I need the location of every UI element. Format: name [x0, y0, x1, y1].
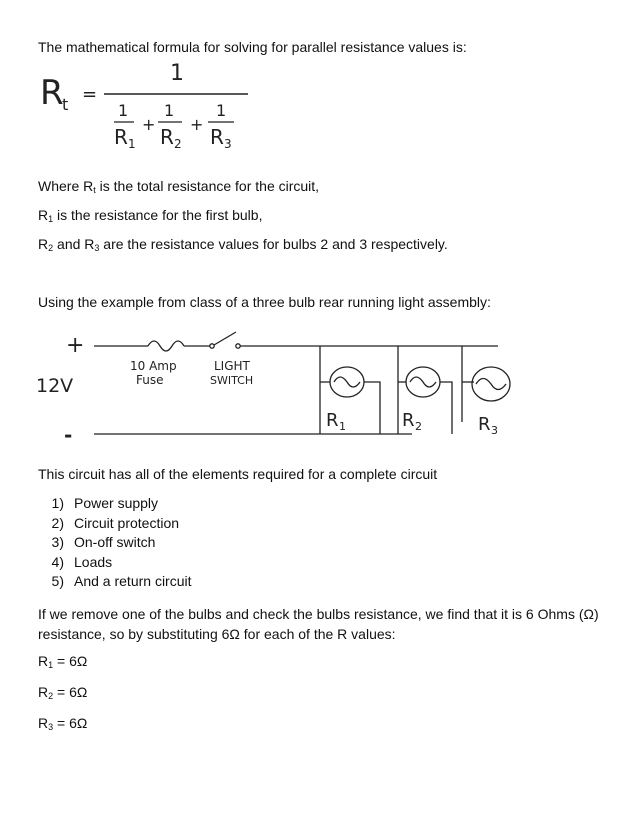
definition-rt	[38, 177, 319, 195]
value-r2	[38, 683, 87, 701]
list-item-text: Circuit protection	[74, 514, 180, 531]
definition-rt-pre: Where R	[38, 178, 94, 194]
definition-r3-pre: and R	[53, 236, 95, 252]
r3-label-sub: 3	[491, 424, 498, 437]
list-item	[38, 572, 192, 592]
formula-term3-den: R	[210, 125, 224, 149]
bulb-1-lead-right	[364, 382, 380, 434]
formula-intro: The mathematical formula for solving for parallel resistance values is:	[38, 39, 467, 55]
formula-term1-den: R	[114, 125, 128, 149]
circuit-diagram	[30, 322, 530, 452]
definition-r1-pre: R	[38, 207, 49, 223]
list-item-text: Power supply	[74, 495, 159, 511]
bulb-2-filament-icon	[410, 377, 436, 387]
formula-term2-num: 1	[164, 101, 175, 120]
list-item-text: Loads	[74, 553, 113, 570]
formula-term2-den: R	[160, 125, 174, 149]
value-r2-sub: 2	[48, 691, 54, 701]
formula-numerator: 1	[170, 61, 184, 86]
switch-label-line2: SWITCH	[210, 374, 254, 387]
definition-r1	[38, 206, 262, 224]
r2-label-sub: 2	[415, 420, 422, 433]
r2-label-letter: R	[402, 410, 415, 431]
definition-r3-post: are the resistance values for bulbs 2 and 3 respectively.	[99, 236, 448, 252]
formula-term3-sub: 3	[224, 137, 232, 151]
list-item	[38, 514, 192, 534]
value-r1	[38, 652, 87, 670]
switch-contact-left-icon	[210, 344, 214, 348]
switch-contact-right-icon	[236, 344, 240, 348]
circuit-elements-list	[38, 494, 192, 592]
negative-terminal-label: -	[64, 423, 73, 447]
definition-r2-pre: R	[38, 236, 49, 252]
fuse-icon	[148, 341, 184, 351]
definition-rt-post: is the total resistance for the circuit,	[95, 178, 320, 194]
definition-r2-sub: 2	[48, 243, 54, 253]
definition-rt-sub: t	[93, 185, 96, 195]
list-item-number: 4)	[51, 553, 64, 570]
switch-lever-icon	[214, 332, 236, 345]
list-item-number: 1)	[51, 495, 64, 511]
list-item-text: And a return circuit	[74, 573, 192, 589]
definition-r2-r3	[38, 235, 448, 253]
bulb-3-filament-icon	[476, 379, 506, 390]
r1-label-letter: R	[326, 410, 339, 431]
example-intro: Using the example from class of a three bulb rear running light assembly:	[38, 294, 491, 310]
bulb-1-filament-icon	[334, 377, 360, 387]
list-item	[38, 533, 192, 553]
formula-plus-2: +	[190, 115, 204, 134]
formula-rt-sub: t	[62, 95, 69, 114]
list-item-number: 3)	[51, 534, 64, 550]
elements-intro: This circuit has all of the elements required for a complete circuit	[38, 466, 438, 482]
list-item	[38, 494, 192, 514]
value-r3-letter: R	[38, 715, 49, 731]
list-item-number: 5)	[51, 573, 64, 589]
definition-r1-post: is the resistance for the first bulb,	[53, 207, 263, 223]
list-item-text: On-off switch	[74, 534, 156, 550]
formula-rt-letter: R	[40, 73, 64, 113]
positive-terminal-label: +	[66, 333, 85, 358]
value-r1-sub: 1	[48, 660, 54, 670]
list-item	[38, 553, 192, 573]
substitution-paragraph: If we remove one of the bulbs and check the bulbs resistance, we find that it is 6 Ohms (Ω) resistance, so by substituting 6Ω for each of the R values:	[38, 606, 599, 642]
value-r3	[38, 714, 87, 732]
r1-label-sub: 1	[339, 420, 346, 433]
voltage-label: 12V	[36, 375, 74, 397]
value-r3-value: = 6Ω	[53, 715, 88, 731]
value-r2-value: = 6Ω	[53, 684, 88, 700]
value-r3-sub: 3	[48, 722, 54, 732]
value-r2-letter: R	[38, 684, 49, 700]
definition-r1-sub: 1	[48, 214, 54, 224]
formula-term2-sub: 2	[174, 137, 182, 151]
bulb-2-lead-right	[440, 382, 452, 434]
parallel-resistance-formula	[30, 58, 270, 158]
formula-term1-sub: 1	[128, 137, 136, 151]
fuse-label-line1: 10 Amp	[130, 359, 177, 373]
r3-label-letter: R	[478, 414, 491, 435]
fuse-label-line2: Fuse	[136, 373, 164, 387]
formula-term1-num: 1	[118, 101, 129, 120]
value-r1-value: = 6Ω	[53, 653, 88, 669]
formula-plus-1: +	[142, 115, 156, 134]
list-item-number: 2)	[51, 514, 64, 531]
definition-r3-sub: 3	[94, 243, 100, 253]
value-r1-letter: R	[38, 653, 49, 669]
switch-label-line1: LIGHT	[214, 359, 250, 373]
formula-equals: =	[82, 84, 98, 105]
formula-term3-num: 1	[216, 101, 227, 120]
